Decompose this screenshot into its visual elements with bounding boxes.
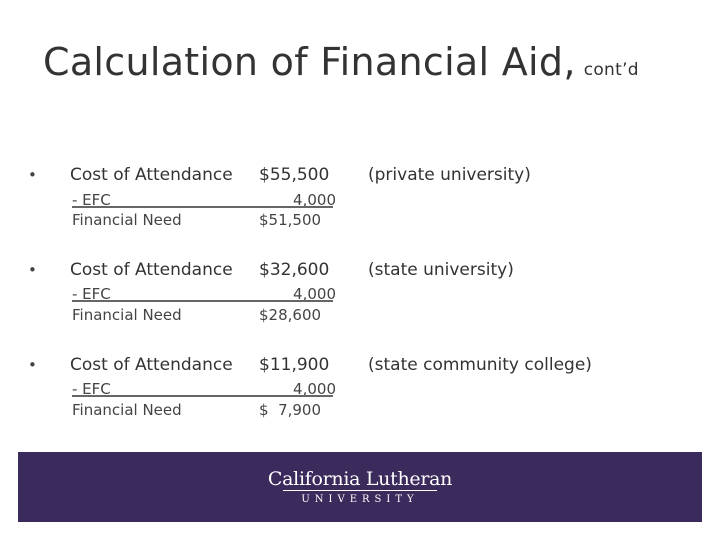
slide-title-suffix: cont’d xyxy=(583,60,639,80)
efc-label: - EFC xyxy=(72,285,111,303)
bullet-icon: • xyxy=(28,356,37,374)
cost-of-attendance-amount: $55,500 xyxy=(259,165,330,185)
cost-of-attendance-label: Cost of Attendance xyxy=(70,165,233,185)
cost-of-attendance-label: Cost of Attendance xyxy=(70,260,233,280)
bullet-icon: • xyxy=(28,261,37,279)
cost-of-attendance-label: Cost of Attendance xyxy=(70,355,233,375)
university-logo-subtitle: UNIVERSITY xyxy=(301,494,419,505)
efc-amount: 4,000 xyxy=(293,191,336,209)
efc-label: - EFC xyxy=(72,191,111,209)
slide-title xyxy=(43,40,639,84)
cost-of-attendance-amount: $32,600 xyxy=(259,260,330,280)
school-type-note: (private university) xyxy=(368,165,531,185)
subtraction-rule xyxy=(72,395,333,397)
university-logo-wordmark: California Lutheran xyxy=(267,468,453,490)
financial-need-label: Financial Need xyxy=(72,211,182,229)
efc-amount: 4,000 xyxy=(293,380,336,398)
financial-need-amount: $28,600 xyxy=(259,306,322,324)
logo-divider xyxy=(283,490,437,491)
subtraction-rule xyxy=(72,300,333,302)
school-type-note: (state university) xyxy=(368,260,514,280)
subtraction-rule xyxy=(72,206,333,208)
financial-need-label: Financial Need xyxy=(72,401,182,419)
efc-amount: 4,000 xyxy=(293,285,336,303)
cost-of-attendance-amount: $11,900 xyxy=(259,355,330,375)
slide-title-main: Calculation of Financial Aid, xyxy=(43,40,576,84)
school-type-note: (state community college) xyxy=(368,355,592,375)
financial-need-amount: $ 7,900 xyxy=(259,401,322,419)
financial-need-label: Financial Need xyxy=(72,306,182,324)
bullet-icon: • xyxy=(28,166,37,184)
efc-label: - EFC xyxy=(72,380,111,398)
financial-need-amount: $51,500 xyxy=(259,211,322,229)
